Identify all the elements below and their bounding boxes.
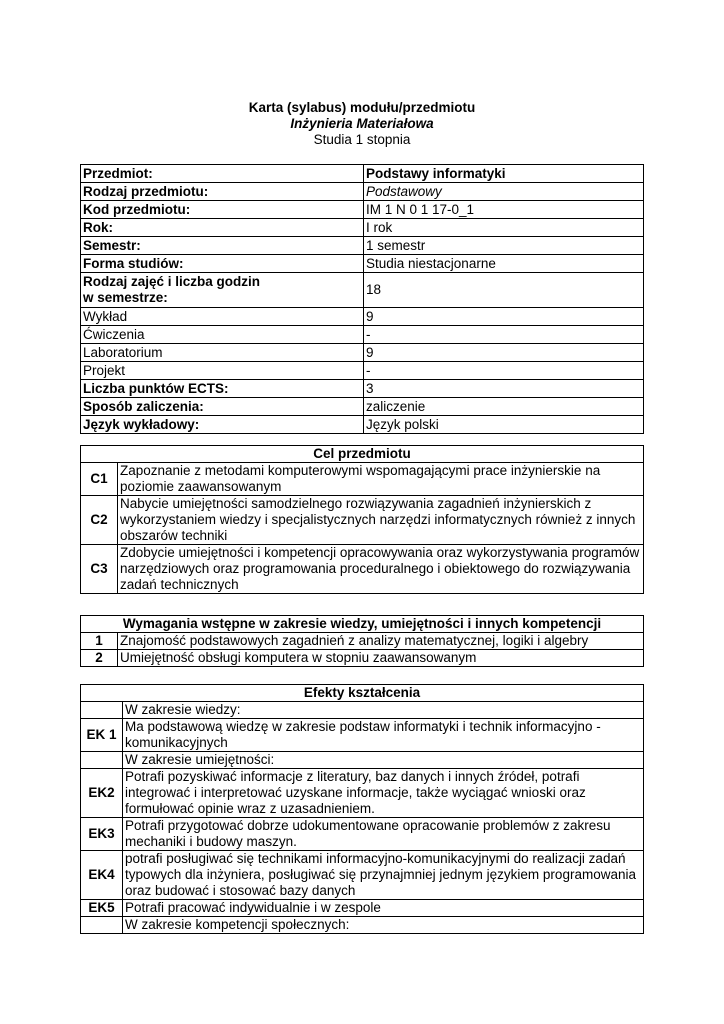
info-value: 3: [364, 380, 644, 398]
info-value: 1 semestr: [364, 237, 644, 255]
info-row: [81, 308, 644, 326]
course-objectives-table: [80, 445, 644, 594]
info-value: 9: [364, 344, 644, 362]
info-label: Rok:: [81, 219, 364, 237]
outcomes-title: Efekty kształcenia: [81, 685, 644, 702]
outcome-row-text: W zakresie wiedzy:: [123, 702, 644, 719]
document-title: Karta (sylabus) modułu/przedmiotu: [248, 100, 476, 115]
info-value: Studia niestacjonarne: [364, 255, 644, 273]
objective-row: [81, 545, 644, 594]
objective-row-code: C1: [81, 463, 118, 496]
info-value: Podstawowy: [364, 183, 644, 201]
info-label: Przedmiot:: [81, 165, 364, 183]
outcome-row: [81, 900, 644, 917]
info-label: Kod przedmiotu:: [81, 201, 364, 219]
outcome-row: [81, 851, 644, 900]
info-label: Wykład: [81, 308, 364, 326]
prerequisite-row: [81, 633, 644, 650]
info-value: Podstawy informatyki: [364, 165, 644, 183]
outcome-row-text: Ma podstawową wiedzę w zakresie podstaw informatyki i technik informacyjno - komunikacyjnych: [123, 719, 644, 752]
info-row: [81, 326, 644, 344]
outcome-row: [81, 752, 644, 769]
prerequisite-row-text: Znajomość podstawowych zagadnień z analizy matematycznej, logiki i algebry: [118, 633, 644, 650]
outcome-row: [81, 769, 644, 818]
outcomes-header-row: [81, 685, 644, 702]
outcome-row-text: Potrafi pracować indywidualnie i w zespole: [123, 900, 644, 917]
prerequisite-row-code: 2: [81, 650, 118, 667]
course-info-table: [80, 164, 644, 434]
outcome-row-code: [81, 917, 123, 934]
info-row: [81, 362, 644, 380]
prerequisite-row-code: 1: [81, 633, 118, 650]
info-label: Ćwiczenia: [81, 326, 364, 344]
outcome-row-text: W zakresie kompetencji społecznych:: [123, 917, 644, 934]
outcome-row-code: EK5: [81, 900, 123, 917]
info-label: Rodzaj zajęć i liczba godzin w semestrze:: [81, 273, 364, 308]
outcome-row-code: EK 1: [81, 719, 123, 752]
prerequisites-title: Wymagania wstępne w zakresie wiedzy, umiejętności i innych kompetencji: [81, 616, 644, 633]
info-row: [81, 255, 644, 273]
study-level: Studia 1 stopnia: [313, 132, 411, 147]
learning-outcomes-table: [80, 684, 644, 934]
outcome-row-text: potrafi posługiwać się technikami informacyjno-komunikacyjnymi do realizacji zadań typowych dla inżyniera, posługiwać się przynajmniej jednym językiem programowania oraz budować i stosować bazy danych: [123, 851, 644, 900]
info-label: Rodzaj przedmiotu:: [81, 183, 364, 201]
info-label: Laboratorium: [81, 344, 364, 362]
outcome-row-code: [81, 752, 123, 769]
objective-row: [81, 496, 644, 545]
info-label: Semestr:: [81, 237, 364, 255]
info-value: Język polski: [364, 416, 644, 434]
objectives-title: Cel przedmiotu: [81, 446, 644, 463]
info-row: [81, 183, 644, 201]
outcome-row-code: EK4: [81, 851, 123, 900]
prerequisites-table: [80, 615, 644, 667]
info-label: Liczba punktów ECTS:: [81, 380, 364, 398]
outcome-row: [81, 818, 644, 851]
outcome-row: [81, 719, 644, 752]
objective-row-text: Zapoznanie z metodami komputerowymi wspomagającymi prace inżynierskie na poziomie zaawansowanym: [118, 463, 644, 496]
objective-row-text: Zdobycie umiejętności i kompetencji opracowywania oraz wykorzystywania programów narzędziowych oraz programowania proceduralnego i obiektowego do rozwiązywania zadań technicznych: [118, 545, 644, 594]
info-row: [81, 273, 644, 308]
outcome-row: [81, 917, 644, 934]
info-row: [81, 219, 644, 237]
info-row: [81, 165, 644, 183]
info-value: I rok: [364, 219, 644, 237]
info-label: Język wykładowy:: [81, 416, 364, 434]
info-value: IM 1 N 0 1 17-0_1: [364, 201, 644, 219]
info-row: [81, 201, 644, 219]
info-label: Projekt: [81, 362, 364, 380]
info-value: zaliczenie: [364, 398, 644, 416]
info-row: [81, 344, 644, 362]
objective-row-text: Nabycie umiejętności samodzielnego rozwiązywania zagadnień inżynierskich z wykorzystaniem wiedzy i specjalistycznych narzędzi informatycznych również z innych obszarów techniki: [118, 496, 644, 545]
outcome-row-text: Potrafi pozyskiwać informacje z literatury, baz danych i innych źródeł, potrafi integrować i interpretować uzyskane informacje, także wyciągać wnioski oraz formułować opinie wraz z uzasadnieniem.: [123, 769, 644, 818]
outcome-row-text: W zakresie umiejętności:: [123, 752, 644, 769]
document-header: [0, 100, 724, 148]
info-row: [81, 380, 644, 398]
info-value: -: [364, 362, 644, 380]
prerequisite-row-text: Umiejętność obsługi komputera w stopniu zaawansowanym: [118, 650, 644, 667]
info-row: [81, 398, 644, 416]
outcome-row-code: EK3: [81, 818, 123, 851]
info-value: -: [364, 326, 644, 344]
info-label: Sposób zaliczenia:: [81, 398, 364, 416]
info-value: 9: [364, 308, 644, 326]
objective-row: [81, 463, 644, 496]
objective-row-code: C2: [81, 496, 118, 545]
objectives-header-row: [81, 446, 644, 463]
objective-row-code: C3: [81, 545, 118, 594]
program-name: Inżynieria Materiałowa: [290, 116, 434, 131]
outcome-row: [81, 702, 644, 719]
info-row: [81, 416, 644, 434]
prerequisites-header-row: [81, 616, 644, 633]
info-value: 18: [364, 273, 644, 308]
outcome-row-code: EK2: [81, 769, 123, 818]
outcome-row-code: [81, 702, 123, 719]
outcome-row-text: Potrafi przygotować dobrze udokumentowane opracowanie problemów z zakresu mechaniki i budowy maszyn.: [123, 818, 644, 851]
prerequisite-row: [81, 650, 644, 667]
info-row: [81, 237, 644, 255]
info-label: Forma studiów:: [81, 255, 364, 273]
